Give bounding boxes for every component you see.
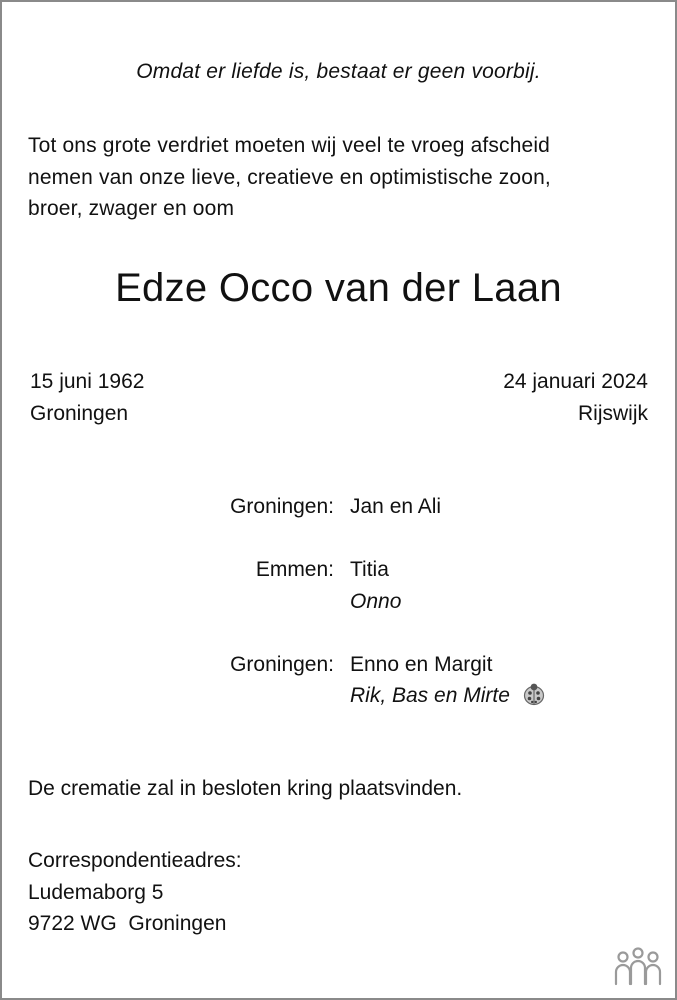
family-name-line: Titia: [350, 558, 389, 581]
death-place: Rijswijk: [578, 401, 648, 425]
family-name-line-italic: Rik, Bas en Mirte: [350, 684, 510, 707]
correspondence-address: [28, 845, 242, 940]
family-name-line: Enno en Margit: [350, 652, 493, 676]
family-group: [2, 649, 675, 716]
family-list: [2, 491, 675, 747]
family-group: [2, 491, 675, 523]
address-city: 9722 WG Groningen: [28, 912, 227, 935]
ladybug-icon: [522, 682, 546, 716]
family-name-row-italic: [350, 680, 675, 716]
family-place: Groningen:: [230, 495, 334, 518]
intro-line: broer, zwager en oom: [28, 197, 235, 220]
deceased-name: Edze Occo van der Laan: [115, 266, 562, 310]
birth-info: [30, 366, 144, 429]
birth-date: 15 juni 1962: [30, 370, 145, 393]
motto: Omdat er liefde is, bestaat er geen voorbij.: [136, 60, 541, 83]
intro-text: [28, 130, 648, 225]
intro-line: Tot ons grote verdriet moeten wij veel te vroeg afscheid: [28, 134, 550, 157]
family-place: Groningen:: [230, 652, 334, 676]
death-info: [503, 366, 648, 429]
family-place: Emmen:: [255, 558, 334, 581]
birth-place: Groningen: [30, 401, 129, 425]
family-name-line: Jan en Ali: [350, 495, 442, 518]
family-names: [350, 491, 675, 523]
family-names: [350, 649, 675, 716]
family-group: [2, 554, 675, 617]
family-names: [350, 554, 675, 617]
address-street: Ludemaborg 5: [28, 880, 164, 904]
cremation-notice: De crematie zal in besloten kring plaatsvinden.: [28, 777, 463, 800]
address-heading: Correspondentieadres:: [28, 849, 242, 872]
people-logo-icon: [613, 946, 663, 988]
death-date: 24 januari 2024: [503, 370, 648, 393]
intro-line: nemen van onze lieve, creatieve en optimistische zoon,: [28, 165, 551, 189]
family-name-line-italic: Onno: [350, 589, 402, 613]
